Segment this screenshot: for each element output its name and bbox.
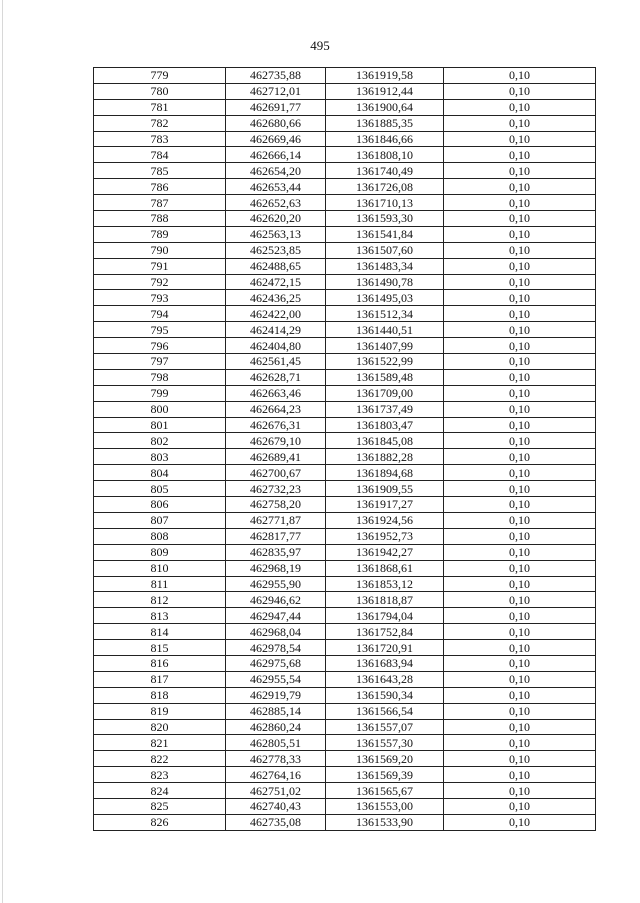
- y-coordinate-cell: 1361507,60: [326, 242, 444, 258]
- table-row: [94, 751, 596, 767]
- table-row: [94, 401, 596, 417]
- table-row: [94, 465, 596, 481]
- x-coordinate-cell: 462654,20: [226, 163, 326, 179]
- x-coordinate-cell: 462978,54: [226, 640, 326, 656]
- table-row: [94, 512, 596, 528]
- x-coordinate-cell: 462653,44: [226, 179, 326, 195]
- y-coordinate-cell: 1361737,49: [326, 401, 444, 417]
- point-number-cell: 783: [94, 131, 226, 147]
- y-coordinate-cell: 1361808,10: [326, 147, 444, 163]
- x-coordinate-cell: 462919,79: [226, 687, 326, 703]
- x-coordinate-cell: 462422,00: [226, 306, 326, 322]
- accuracy-cell: 0,10: [444, 576, 596, 592]
- accuracy-cell: 0,10: [444, 147, 596, 163]
- point-number-cell: 826: [94, 814, 226, 830]
- accuracy-cell: 0,10: [444, 211, 596, 227]
- table-row: [94, 576, 596, 592]
- table-row: [94, 195, 596, 211]
- point-number-cell: 807: [94, 512, 226, 528]
- accuracy-cell: 0,10: [444, 512, 596, 528]
- table-row: [94, 417, 596, 433]
- point-number-cell: 806: [94, 497, 226, 513]
- table-row: [94, 560, 596, 576]
- y-coordinate-cell: 1361565,67: [326, 783, 444, 799]
- x-coordinate-cell: 462712,01: [226, 83, 326, 99]
- x-coordinate-cell: 462968,04: [226, 624, 326, 640]
- accuracy-cell: 0,10: [444, 354, 596, 370]
- point-number-cell: 813: [94, 608, 226, 624]
- accuracy-cell: 0,10: [444, 671, 596, 687]
- x-coordinate-cell: 462860,24: [226, 719, 326, 735]
- y-coordinate-cell: 1361942,27: [326, 544, 444, 560]
- y-coordinate-cell: 1361912,44: [326, 83, 444, 99]
- y-coordinate-cell: 1361900,64: [326, 99, 444, 115]
- x-coordinate-cell: 462764,16: [226, 767, 326, 783]
- point-number-cell: 782: [94, 115, 226, 131]
- point-number-cell: 795: [94, 322, 226, 338]
- accuracy-cell: 0,10: [444, 608, 596, 624]
- x-coordinate-cell: 462740,43: [226, 798, 326, 814]
- y-coordinate-cell: 1361710,13: [326, 195, 444, 211]
- x-coordinate-cell: 462663,46: [226, 385, 326, 401]
- accuracy-cell: 0,10: [444, 290, 596, 306]
- accuracy-cell: 0,10: [444, 83, 596, 99]
- y-coordinate-cell: 1361853,12: [326, 576, 444, 592]
- y-coordinate-cell: 1361490,78: [326, 274, 444, 290]
- accuracy-cell: 0,10: [444, 401, 596, 417]
- point-number-cell: 808: [94, 528, 226, 544]
- point-number-cell: 803: [94, 449, 226, 465]
- table-row: [94, 83, 596, 99]
- table-row: [94, 624, 596, 640]
- table-row: [94, 814, 596, 830]
- y-coordinate-cell: 1361590,34: [326, 687, 444, 703]
- table-row: [94, 290, 596, 306]
- point-number-cell: 812: [94, 592, 226, 608]
- accuracy-cell: 0,10: [444, 226, 596, 242]
- point-number-cell: 791: [94, 258, 226, 274]
- x-coordinate-cell: 462778,33: [226, 751, 326, 767]
- point-number-cell: 784: [94, 147, 226, 163]
- y-coordinate-cell: 1361952,73: [326, 528, 444, 544]
- accuracy-cell: 0,10: [444, 322, 596, 338]
- accuracy-cell: 0,10: [444, 481, 596, 497]
- point-number-cell: 781: [94, 99, 226, 115]
- y-coordinate-cell: 1361709,00: [326, 385, 444, 401]
- x-coordinate-cell: 462669,46: [226, 131, 326, 147]
- y-coordinate-cell: 1361593,30: [326, 211, 444, 227]
- point-number-cell: 809: [94, 544, 226, 560]
- point-number-cell: 789: [94, 226, 226, 242]
- point-number-cell: 810: [94, 560, 226, 576]
- accuracy-cell: 0,10: [444, 258, 596, 274]
- accuracy-cell: 0,10: [444, 544, 596, 560]
- point-number-cell: 805: [94, 481, 226, 497]
- table-row: [94, 497, 596, 513]
- table-row: [94, 179, 596, 195]
- accuracy-cell: 0,10: [444, 592, 596, 608]
- table-row: [94, 798, 596, 814]
- x-coordinate-cell: 462666,14: [226, 147, 326, 163]
- accuracy-cell: 0,10: [444, 274, 596, 290]
- table-row: [94, 735, 596, 751]
- y-coordinate-cell: 1361868,61: [326, 560, 444, 576]
- accuracy-cell: 0,10: [444, 449, 596, 465]
- point-number-cell: 794: [94, 306, 226, 322]
- accuracy-cell: 0,10: [444, 814, 596, 830]
- y-coordinate-cell: 1361566,54: [326, 703, 444, 719]
- point-number-cell: 823: [94, 767, 226, 783]
- point-number-cell: 821: [94, 735, 226, 751]
- accuracy-cell: 0,10: [444, 640, 596, 656]
- y-coordinate-cell: 1361569,39: [326, 767, 444, 783]
- page-number: 495: [310, 38, 330, 53]
- x-coordinate-cell: 462758,20: [226, 497, 326, 513]
- point-number-cell: 799: [94, 385, 226, 401]
- y-coordinate-cell: 1361882,28: [326, 449, 444, 465]
- table-row: [94, 258, 596, 274]
- table-row: [94, 640, 596, 656]
- y-coordinate-cell: 1361726,08: [326, 179, 444, 195]
- x-coordinate-cell: 462680,66: [226, 115, 326, 131]
- y-coordinate-cell: 1361720,91: [326, 640, 444, 656]
- table-row: [94, 783, 596, 799]
- table-row: [94, 322, 596, 338]
- point-number-cell: 818: [94, 687, 226, 703]
- y-coordinate-cell: 1361533,90: [326, 814, 444, 830]
- x-coordinate-cell: 462955,90: [226, 576, 326, 592]
- point-number-cell: 780: [94, 83, 226, 99]
- point-number-cell: 811: [94, 576, 226, 592]
- y-coordinate-cell: 1361740,49: [326, 163, 444, 179]
- x-coordinate-cell: 462817,77: [226, 528, 326, 544]
- point-number-cell: 802: [94, 433, 226, 449]
- accuracy-cell: 0,10: [444, 767, 596, 783]
- scan-edge-line: [2, 0, 3, 903]
- x-coordinate-cell: 462700,67: [226, 465, 326, 481]
- x-coordinate-cell: 462436,25: [226, 290, 326, 306]
- x-coordinate-cell: 462955,54: [226, 671, 326, 687]
- table-row: [94, 528, 596, 544]
- table-row: [94, 592, 596, 608]
- y-coordinate-cell: 1361845,08: [326, 433, 444, 449]
- point-number-cell: 785: [94, 163, 226, 179]
- y-coordinate-cell: 1361522,99: [326, 354, 444, 370]
- point-number-cell: 801: [94, 417, 226, 433]
- table-row: [94, 687, 596, 703]
- point-number-cell: 779: [94, 68, 226, 84]
- x-coordinate-cell: 462488,65: [226, 258, 326, 274]
- accuracy-cell: 0,10: [444, 385, 596, 401]
- y-coordinate-cell: 1361541,84: [326, 226, 444, 242]
- y-coordinate-cell: 1361924,56: [326, 512, 444, 528]
- accuracy-cell: 0,10: [444, 433, 596, 449]
- y-coordinate-cell: 1361483,34: [326, 258, 444, 274]
- point-number-cell: 825: [94, 798, 226, 814]
- point-number-cell: 796: [94, 338, 226, 354]
- point-number-cell: 817: [94, 671, 226, 687]
- y-coordinate-cell: 1361917,27: [326, 497, 444, 513]
- table-row: [94, 211, 596, 227]
- point-number-cell: 786: [94, 179, 226, 195]
- table-row: [94, 719, 596, 735]
- table-row: [94, 481, 596, 497]
- x-coordinate-cell: 462691,77: [226, 99, 326, 115]
- table-row: [94, 274, 596, 290]
- x-coordinate-cell: 462414,29: [226, 322, 326, 338]
- accuracy-cell: 0,10: [444, 163, 596, 179]
- x-coordinate-cell: 462472,15: [226, 274, 326, 290]
- point-number-cell: 798: [94, 369, 226, 385]
- table-row: [94, 385, 596, 401]
- x-coordinate-cell: 462676,31: [226, 417, 326, 433]
- y-coordinate-cell: 1361557,30: [326, 735, 444, 751]
- y-coordinate-cell: 1361683,94: [326, 655, 444, 671]
- table-row: [94, 131, 596, 147]
- coordinates-table-body: [94, 68, 596, 831]
- accuracy-cell: 0,10: [444, 703, 596, 719]
- x-coordinate-cell: 462689,41: [226, 449, 326, 465]
- table-row: [94, 608, 596, 624]
- x-coordinate-cell: 462835,97: [226, 544, 326, 560]
- accuracy-cell: 0,10: [444, 751, 596, 767]
- y-coordinate-cell: 1361752,84: [326, 624, 444, 640]
- x-coordinate-cell: 462975,68: [226, 655, 326, 671]
- point-number-cell: 815: [94, 640, 226, 656]
- point-number-cell: 804: [94, 465, 226, 481]
- y-coordinate-cell: 1361407,99: [326, 338, 444, 354]
- table-row: [94, 767, 596, 783]
- x-coordinate-cell: 462664,23: [226, 401, 326, 417]
- table-row: [94, 354, 596, 370]
- x-coordinate-cell: 462968,19: [226, 560, 326, 576]
- accuracy-cell: 0,10: [444, 369, 596, 385]
- x-coordinate-cell: 462404,80: [226, 338, 326, 354]
- x-coordinate-cell: 462946,62: [226, 592, 326, 608]
- accuracy-cell: 0,10: [444, 242, 596, 258]
- table-row: [94, 147, 596, 163]
- accuracy-cell: 0,10: [444, 179, 596, 195]
- accuracy-cell: 0,10: [444, 195, 596, 211]
- point-number-cell: 816: [94, 655, 226, 671]
- accuracy-cell: 0,10: [444, 417, 596, 433]
- x-coordinate-cell: 462751,02: [226, 783, 326, 799]
- x-coordinate-cell: 462620,20: [226, 211, 326, 227]
- accuracy-cell: 0,10: [444, 99, 596, 115]
- y-coordinate-cell: 1361553,00: [326, 798, 444, 814]
- accuracy-cell: 0,10: [444, 68, 596, 84]
- x-coordinate-cell: 462771,87: [226, 512, 326, 528]
- x-coordinate-cell: 462885,14: [226, 703, 326, 719]
- y-coordinate-cell: 1361894,68: [326, 465, 444, 481]
- x-coordinate-cell: 462735,08: [226, 814, 326, 830]
- table-row: [94, 242, 596, 258]
- coordinates-table: [93, 67, 596, 831]
- point-number-cell: 820: [94, 719, 226, 735]
- point-number-cell: 814: [94, 624, 226, 640]
- x-coordinate-cell: 462805,51: [226, 735, 326, 751]
- y-coordinate-cell: 1361440,51: [326, 322, 444, 338]
- point-number-cell: 824: [94, 783, 226, 799]
- accuracy-cell: 0,10: [444, 338, 596, 354]
- accuracy-cell: 0,10: [444, 465, 596, 481]
- x-coordinate-cell: 462561,45: [226, 354, 326, 370]
- x-coordinate-cell: 462652,63: [226, 195, 326, 211]
- y-coordinate-cell: 1361885,35: [326, 115, 444, 131]
- point-number-cell: 787: [94, 195, 226, 211]
- accuracy-cell: 0,10: [444, 783, 596, 799]
- point-number-cell: 788: [94, 211, 226, 227]
- table-row: [94, 115, 596, 131]
- table-row: [94, 68, 596, 84]
- accuracy-cell: 0,10: [444, 655, 596, 671]
- y-coordinate-cell: 1361919,58: [326, 68, 444, 84]
- table-row: [94, 163, 596, 179]
- table-row: [94, 306, 596, 322]
- accuracy-cell: 0,10: [444, 687, 596, 703]
- y-coordinate-cell: 1361557,07: [326, 719, 444, 735]
- table-row: [94, 369, 596, 385]
- point-number-cell: 790: [94, 242, 226, 258]
- x-coordinate-cell: 462735,88: [226, 68, 326, 84]
- y-coordinate-cell: 1361589,48: [326, 369, 444, 385]
- accuracy-cell: 0,10: [444, 719, 596, 735]
- x-coordinate-cell: 462947,44: [226, 608, 326, 624]
- accuracy-cell: 0,10: [444, 560, 596, 576]
- accuracy-cell: 0,10: [444, 798, 596, 814]
- table-row: [94, 449, 596, 465]
- x-coordinate-cell: 462679,10: [226, 433, 326, 449]
- point-number-cell: 797: [94, 354, 226, 370]
- point-number-cell: 800: [94, 401, 226, 417]
- y-coordinate-cell: 1361803,47: [326, 417, 444, 433]
- x-coordinate-cell: 462732,23: [226, 481, 326, 497]
- table-row: [94, 655, 596, 671]
- y-coordinate-cell: 1361794,04: [326, 608, 444, 624]
- x-coordinate-cell: 462628,71: [226, 369, 326, 385]
- y-coordinate-cell: 1361818,87: [326, 592, 444, 608]
- table-row: [94, 544, 596, 560]
- y-coordinate-cell: 1361846,66: [326, 131, 444, 147]
- point-number-cell: 819: [94, 703, 226, 719]
- table-row: [94, 433, 596, 449]
- table-row: [94, 703, 596, 719]
- y-coordinate-cell: 1361512,34: [326, 306, 444, 322]
- point-number-cell: 793: [94, 290, 226, 306]
- accuracy-cell: 0,10: [444, 624, 596, 640]
- table-row: [94, 338, 596, 354]
- accuracy-cell: 0,10: [444, 497, 596, 513]
- y-coordinate-cell: 1361495,03: [326, 290, 444, 306]
- point-number-cell: 822: [94, 751, 226, 767]
- y-coordinate-cell: 1361569,20: [326, 751, 444, 767]
- accuracy-cell: 0,10: [444, 735, 596, 751]
- x-coordinate-cell: 462563,13: [226, 226, 326, 242]
- y-coordinate-cell: 1361643,28: [326, 671, 444, 687]
- point-number-cell: 792: [94, 274, 226, 290]
- accuracy-cell: 0,10: [444, 115, 596, 131]
- accuracy-cell: 0,10: [444, 306, 596, 322]
- accuracy-cell: 0,10: [444, 528, 596, 544]
- y-coordinate-cell: 1361909,55: [326, 481, 444, 497]
- accuracy-cell: 0,10: [444, 131, 596, 147]
- table-row: [94, 226, 596, 242]
- x-coordinate-cell: 462523,85: [226, 242, 326, 258]
- table-row: [94, 99, 596, 115]
- table-row: [94, 671, 596, 687]
